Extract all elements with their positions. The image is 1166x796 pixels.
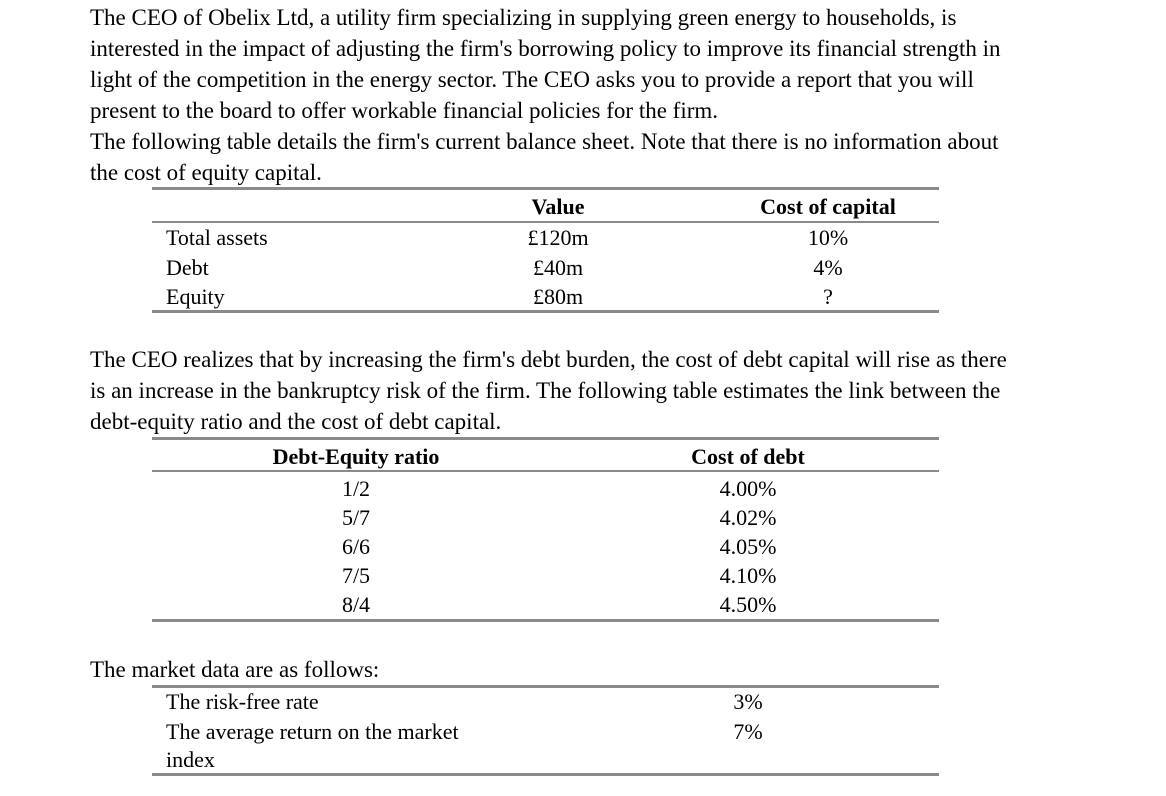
cost-cell: 4.05% <box>719 534 777 559</box>
market-row-label: The risk-free rate <box>166 689 319 714</box>
market-row-value: 3% <box>733 689 763 714</box>
table-top-rule <box>152 437 939 440</box>
cost-cell: 4.02% <box>719 505 777 530</box>
intro-line: the cost of equity capital. <box>90 160 322 185</box>
table-header-rule <box>152 470 939 472</box>
cost-cell: 4.50% <box>719 592 777 617</box>
row-cost: 4% <box>813 255 843 280</box>
value-header: Value <box>531 194 585 219</box>
market-intro <box>90 654 1120 685</box>
row-label: Total assets <box>166 225 268 250</box>
table-bottom-rule <box>152 619 939 622</box>
cost-of-capital-header: Cost of capital <box>760 194 896 219</box>
ratio-cell: 8/4 <box>341 592 371 617</box>
middle-paragraph <box>90 344 1120 437</box>
debt-equity-ratio-header: Debt-Equity ratio <box>272 444 440 469</box>
row-cost: 10% <box>807 225 849 250</box>
intro-line: present to the board to offer workable financial policies for the firm. <box>90 98 719 123</box>
intro-paragraph <box>90 2 1120 188</box>
ratio-cell: 6/6 <box>341 534 371 559</box>
intro-line: The CEO of Obelix Ltd, a utility firm specializing in supplying green energy to households, is <box>90 5 957 30</box>
row-value: £80m <box>532 284 584 309</box>
table-bottom-rule <box>152 310 939 313</box>
market-row-label: The average return on the market <box>166 719 459 744</box>
table-bottom-rule <box>152 773 939 776</box>
table-header-rule <box>152 221 939 223</box>
intro-line: interested in the impact of adjusting the firm's borrowing policy to improve its financial strength in <box>90 36 1001 61</box>
table-top-rule <box>152 187 939 190</box>
row-cost: ? <box>823 284 833 309</box>
row-label: Equity <box>166 284 225 309</box>
middle-line: The CEO realizes that by increasing the firm's debt burden, the cost of debt capital will rise as there <box>90 347 1007 372</box>
row-label: Debt <box>166 255 209 280</box>
ratio-cell: 1/2 <box>341 476 371 501</box>
market-intro-line: The market data are as follows: <box>90 657 380 682</box>
middle-line: debt-equity ratio and the cost of debt capital. <box>90 409 502 434</box>
intro-line: The following table details the firm's current balance sheet. Note that there is no information about <box>90 129 999 154</box>
row-value: £120m <box>527 225 589 250</box>
market-row-label-continued: index <box>166 747 215 772</box>
cost-cell: 4.00% <box>719 476 777 501</box>
row-value: £40m <box>532 255 584 280</box>
ratio-cell: 5/7 <box>341 505 371 530</box>
middle-line: is an increase in the bankruptcy risk of the firm. The following table estimates the link between the <box>90 378 1001 403</box>
market-row-value: 7% <box>733 719 763 744</box>
cost-cell: 4.10% <box>719 563 777 588</box>
ratio-cell: 7/5 <box>341 563 371 588</box>
intro-line: light of the competition in the energy sector. The CEO asks you to provide a report that you will <box>90 67 974 92</box>
cost-of-debt-header: Cost of debt <box>691 444 805 469</box>
